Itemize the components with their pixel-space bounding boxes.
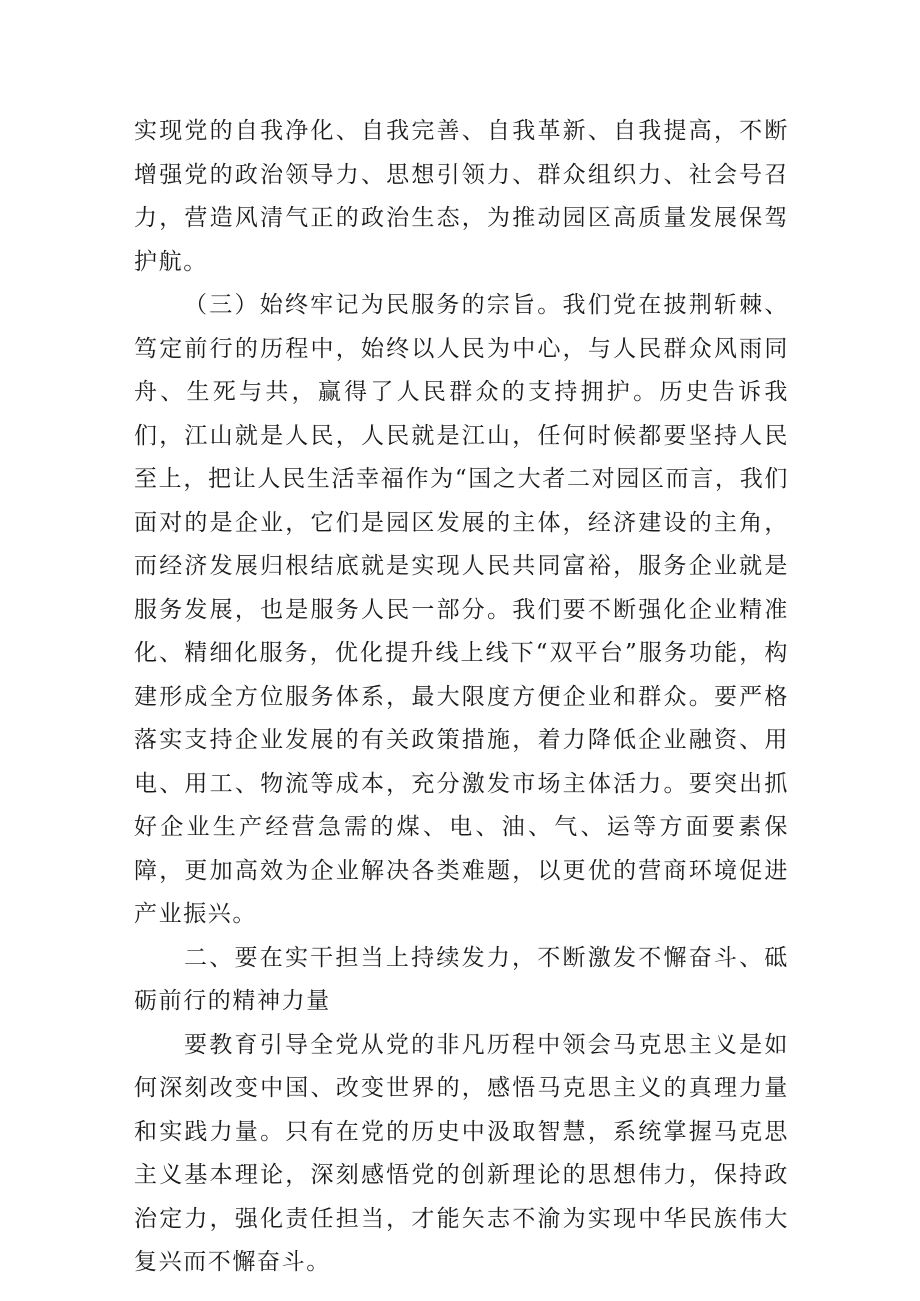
paragraph-continuation: 实现党的自我净化、自我完善、自我革新、自我提高，不断增强党的政治领导力、思想引领力、群众组织力、社会号召力，营造风清气正的政治生态，为推动园区高质量发展保驾护航。 [134, 118, 789, 275]
paragraph-section-three: （三）始终牢记为民服务的宗旨。我们党在披荆斩棘、笃定前行的历程中，始终以人民为中心，与人民群众风雨同舟、生死与共，赢得了人民群众的支持拥护。历史告诉我们，江山就是人民，人民就是江山，任何时候都要坚持人民至上，把让人民生活幸福作为“国之大者二对园区而言，我们面对的是企业，它们是园区发展的主体，经济建设的主角，而经济发展归根结底就是实现人民共同富裕，服务企业就是服务发展，也是服务人民一部分。我们要不断强化企业精准化、精细化服务，优化提升线上线下“双平台”服务功能，构建形成全方位服务体系，最大限度方便企业和群众。要严格落实支持企业发展的有关政策措施，着力降低企业融资、用电、用工、物流等成本，充分激发市场主体活力。要突出抓好企业生产经营急需的煤、电、油、气、运等方面要素保障，更加高效为企业解决各类难题，以更优的营商环境促进产业振兴。 [134, 292, 789, 927]
paragraph-education: 要教育引导全党从党的非凡历程中领会马克思主义是如何深刻改变中国、改变世界的，感悟马克思主义的真理力量和实践力量。只有在党的历史中汲取智慧，系统掌握马克思主义基本理论，深刻感悟党的创新理论的思想伟力，保持政治定力，强化责任担当，才能矢志不渝为实现中华民族伟大复兴而不懈奋斗。 [134, 1031, 789, 1275]
document-body [134, 110, 789, 1285]
section-heading-two: 二、要在实干担当上持续发力，不断激发不懈奋斗、砥砺前行的精神力量 [134, 944, 789, 1014]
